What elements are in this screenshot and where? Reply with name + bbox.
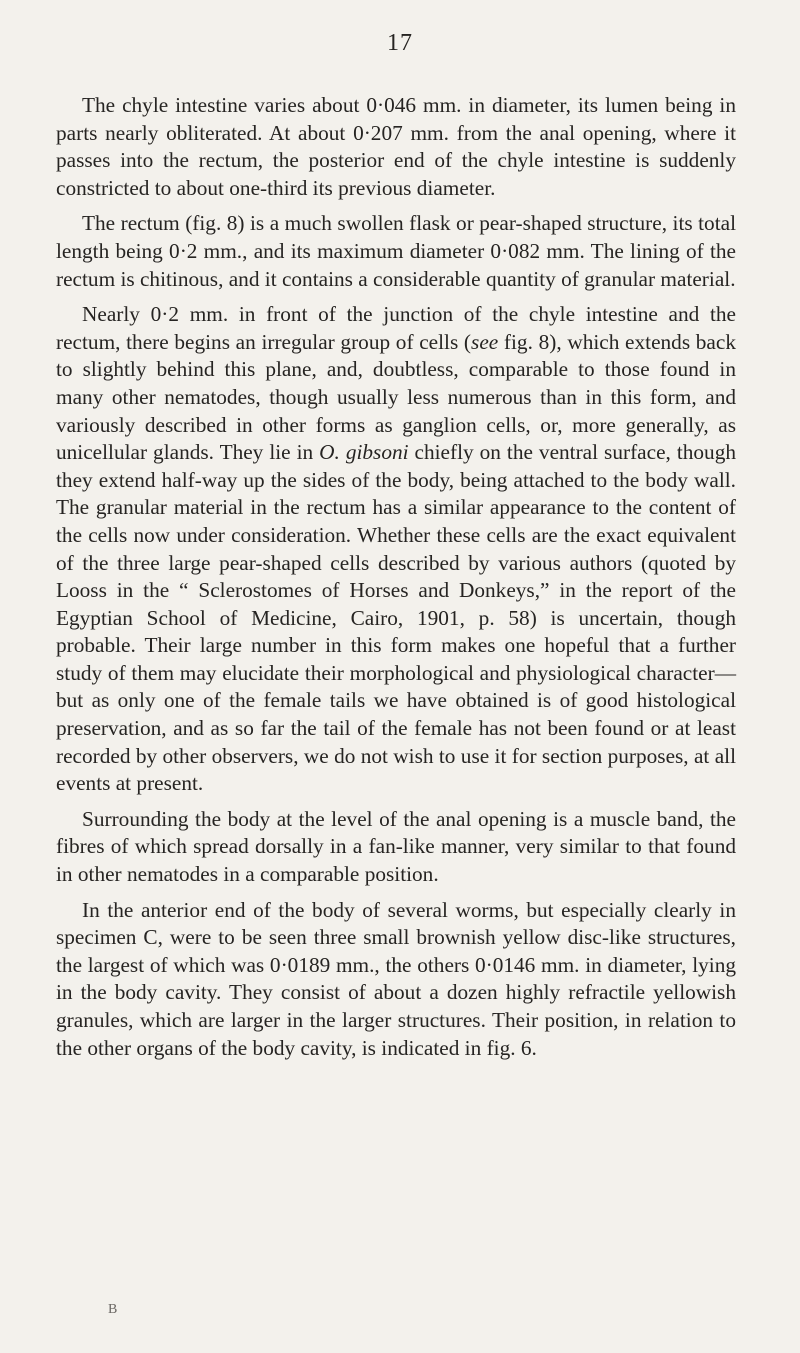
text-run: fig. 8), which extends back to slightly behind this plane, and, doubtless, comparable to those found in many other nematodes, though usually less numerous than in this form, and variously described in other forms as ganglion cells, or, more generally, as unicellular glands. They lie in [56, 329, 736, 465]
paragraph [56, 806, 736, 889]
paragraph [56, 897, 736, 1063]
text-run: The rectum (fig. 8) is a much swollen flask or pear-shaped structure, its total length being 0·2 mm., and its maximum diameter 0·082 mm. The lining of the rectum is chitinous, and it contains a considerable quantity of granular material. [56, 211, 736, 291]
text-run: Surrounding the body at the level of the anal opening is a muscle band, the fibres of which spread dorsally in a fan-like manner, very similar to that found in other nematodes in a comparable position. [56, 806, 736, 887]
paragraph [56, 92, 736, 202]
paragraph [56, 301, 736, 798]
body-text [56, 92, 736, 1070]
italic-text: O. gibsoni [319, 440, 409, 465]
text-run: In the anterior end of the body of several worms, but especially clearly in specimen C, were to be seen three small brownish yellow disc-like structures, the largest of which was 0·0189 mm., the others 0·0146 mm. in diameter, lying in the body cavity. They consist of about a dozen highly refractile yellowish granules, which are larger in the larger structures. Their position, in relation to the other organs of the body cavity, is indicated in fig. 6. [56, 897, 736, 1060]
paragraph [56, 210, 736, 293]
text-run: Nearly 0·2 mm. in front of the junction of the chyle intestine and the rectum, there begins an irregular group of cells ( [56, 302, 736, 354]
signature-mark: B [108, 1302, 118, 1317]
page-number: 17 [387, 30, 413, 56]
text-run: The chyle intestine varies about 0·046 mm. in diameter, its lumen being in parts nearly obliterated. At about 0·207 mm. from the anal opening, where it passes into the rectum, the posterior end of the chyle intestine is suddenly constricted to about one-third its previous diameter. [56, 93, 736, 200]
italic-text: see [471, 329, 499, 354]
text-run: chiefly on the ventral surface, though they extend half-way up the sides of the body, being attached to the body wall. The granular material in the rectum has a similar appearance to the content of the cells now under consideration. Whether these cells are the exact equivalent of the three large pear-shaped cells described by various authors (quoted by Looss in the “ Sclerostomes of Horses and Donkeys,” in the report of the Egyptian School of Medicine, Cairo, 1901, p. 58) is uncertain, though probable. Their large number in this form makes one hopeful that a further study of them may elucidate their morphological and physiological character— but as only one of the female tails we have obtained is of good histological preservation, and as so far the tail of the female has not been found or at least recorded by other observers, we do not wish to use it for section purposes, at all events at present. [56, 440, 736, 796]
